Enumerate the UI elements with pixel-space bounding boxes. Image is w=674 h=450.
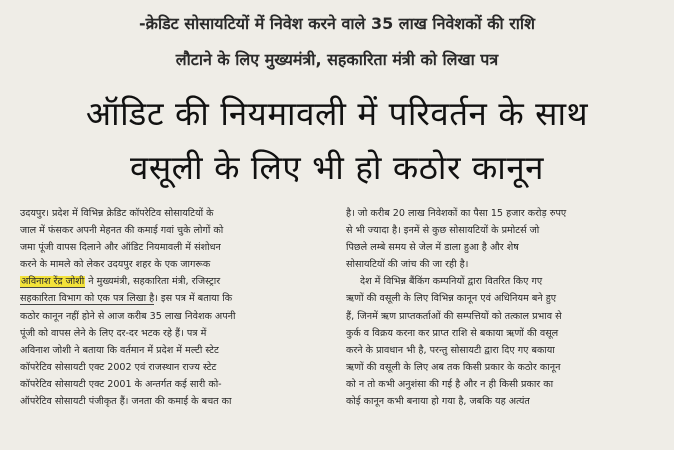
text-line: करने के मामले को लेकर उदयपुर शहर के एक जागरूक — [20, 259, 211, 271]
text-line: ऋणों की वसूली के लिए अब तक किसी प्रकार के कठोर कानून — [346, 361, 561, 373]
text-line-with-underline — [20, 290, 338, 307]
text-line: कॉपरेटिव सोसायटी एक्ट 2001 के अन्तर्गत कई सारी को- — [20, 378, 222, 390]
text-line: सोसायटियों की जांच की जा रही है। — [346, 259, 469, 271]
text-line: पूंजी को वापस लेने के लिए दर-दर भटक रहे हैं। पत्र में — [20, 327, 207, 339]
text-line: कॉपरेटिव सोसायटी एक्ट 2002 एवं राजस्थान राज्य स्टेट — [20, 361, 217, 373]
text-line: करने के प्रावधान भी है, परन्तु सोसायटी द्वारा दिए गए बकाया — [346, 344, 555, 356]
text-line: ऑपरेटिव सोसायटी पंजीकृत हैं। जनता की कमाई के बचत का — [20, 396, 232, 408]
text-line: जाल में फंसकर अपनी मेहनत की कमाई गवां चुके लोगों को — [20, 225, 224, 237]
headline-line-2: वसूली के लिए भी हो कठोर कानून — [130, 148, 544, 187]
text-line: अविनाश जोशी ने बताया कि वर्तमान में प्रदेश में मल्टी स्टेट — [20, 344, 219, 356]
text-line: कोई कानून कभी बनाया हो गया है, जबकि यह अत्यंत — [346, 396, 530, 408]
text-line: कुर्क व विक्रय करना कर प्राप्त राशि से बकाया ऋणों की वसूल — [346, 327, 559, 339]
text-fragment: । इस पत्र में बताया कि — [154, 293, 233, 305]
highlighted-name: अविनाश रेंद्र जोशी — [21, 276, 85, 288]
text-fragment: ने मुख्यमंत्री, सहकारिता मंत्री, रजिस्ट्रार — [85, 276, 221, 288]
text-line: जमा पूंजी वापस दिलाने और ऑडिट नियमावली में संशोधन — [20, 242, 221, 254]
article-column-right — [346, 205, 668, 410]
text-line: है। जो करीब 20 लाख निवेशकों का पैसा 15 हजार करोड़ रुपए — [346, 208, 567, 219]
headline-line-1: ऑडिट की नियमावली में परिवर्तन के साथ — [85, 94, 589, 133]
subheadline-line-2: लौटाने के लिए मुख्यमंत्री, सहकारिता मंत्री को लिखा पत्र — [175, 50, 499, 69]
underlined-text: सहकारिता विभाग को एक पत्र लिखा है — [20, 293, 155, 305]
text-line: ऋणों की वसूली के लिए विभिन्न कानून एवं अधिनियम बने हुए — [346, 293, 557, 305]
subheadline-line-1: -क्रेडिट सोसायटियों में निवेश करने वाले 35 लाख निवेशकों की राशि — [139, 14, 535, 33]
text-line-with-name — [20, 273, 338, 290]
text-line: को न तो कभी अनुशंसा की गई है और न ही किसी प्रकार का — [346, 378, 554, 390]
text-line: कठोर कानून नहीं होने से आज करीब 35 लाख निवेशक अपनी — [20, 310, 236, 322]
text-line: उदयपुर। प्रदेश में विभिन्न क्रेडिट कॉपरेटिव सोसायटियों के — [20, 208, 214, 219]
text-line: पिछले लम्बे समय से जेल में डाला हुआ है और शेष — [346, 242, 519, 254]
text-line: हैं, जिनमें ऋण प्राप्तकर्ताओं की सम्पत्तियों को तत्काल प्रभाव से — [346, 310, 562, 322]
paragraph-start-line: देश में विभिन्न बैंकिंग कम्पनियों द्वारा वितरित किए गए — [360, 276, 543, 288]
text-line: से भी ज्यादा है। इनमें से कुछ सोसायटियों के प्रमोटर्स जो — [346, 225, 540, 237]
article-column-left — [20, 205, 338, 410]
